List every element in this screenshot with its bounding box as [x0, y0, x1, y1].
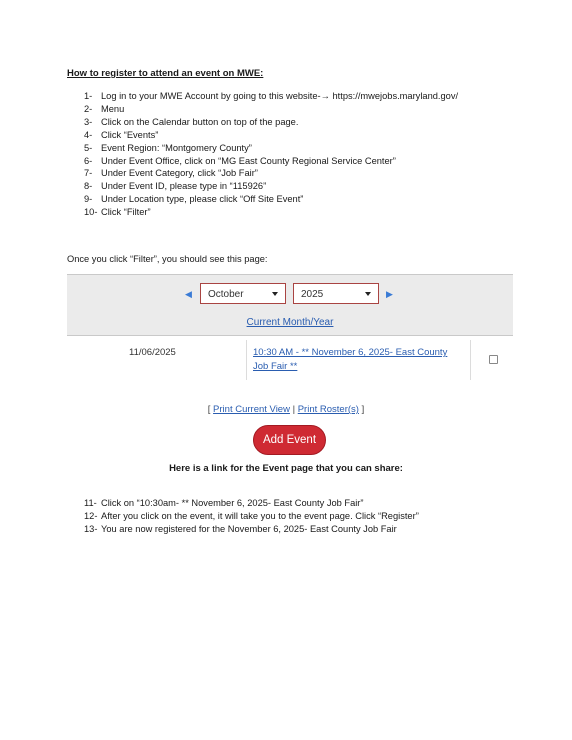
list-item: 12- After you click on the event, it will take you to the event page. Click “Register”: [84, 511, 419, 522]
current-month-link[interactable]: Current Month/Year: [246, 317, 334, 328]
print-links: [ Print Current View | Print Roster(s) ]: [207, 404, 365, 415]
event-title-link[interactable]: 10:30 AM - ** November 6, 2025- East County Job Fair **: [246, 340, 471, 380]
table-row: [67, 340, 513, 380]
list-item: 7- Under Event Category, click “Job Fair”: [84, 168, 258, 179]
chevron-down-icon: [272, 292, 278, 296]
share-text: Here is a link for the Event page that you can share:: [169, 463, 403, 474]
chevron-down-icon: [365, 292, 371, 296]
intro-text: Once you click “Filter”, you should see this page:: [67, 254, 268, 264]
list-item: 8- Under Event ID, please type in “115926”: [84, 181, 267, 192]
print-current-view-link[interactable]: Print Current View: [213, 404, 290, 415]
list-item: 4- Click “Events”: [84, 129, 159, 140]
list-item: 5- Event Region: “Montgomery County”: [84, 142, 252, 153]
prev-month-icon[interactable]: ◀: [185, 289, 192, 299]
list-item: 1- Log in to your MWE Account by going to this website-→ https://mwejobs.maryland.gov/: [84, 91, 459, 101]
list-item: 10- Click “Filter”: [84, 207, 151, 218]
year-select[interactable]: 2025: [293, 283, 379, 304]
page-heading: How to register to attend an event on MWE:: [67, 68, 264, 79]
print-roster-link[interactable]: Print Roster(s): [297, 404, 359, 415]
next-month-icon[interactable]: ▶: [386, 289, 393, 299]
list-item: 2- Menu: [84, 103, 125, 114]
month-select[interactable]: October: [200, 283, 286, 304]
list-item: 3- Click on the Calendar button on top of the page.: [84, 116, 299, 127]
steps-list-2: [84, 497, 419, 537]
calendar-screenshot: [67, 274, 513, 382]
event-checkbox[interactable]: [489, 355, 498, 364]
list-item: 11- Click on “10:30am- ** November 6, 2025- East County Job Fair”: [84, 498, 364, 508]
list-item: 9- Under Location type, please click “Off Site Event”: [84, 194, 304, 205]
list-item: 6- Under Event Office, click on “MG East County Regional Service Center”: [84, 155, 396, 166]
list-item: 13- You are now registered for the November 6, 2025- East County Job Fair: [84, 524, 397, 535]
filter-bar: [67, 274, 513, 336]
event-date: 11/06/2025: [129, 347, 176, 358]
add-event-button[interactable]: Add Event: [253, 425, 326, 455]
steps-list: [84, 90, 458, 219]
